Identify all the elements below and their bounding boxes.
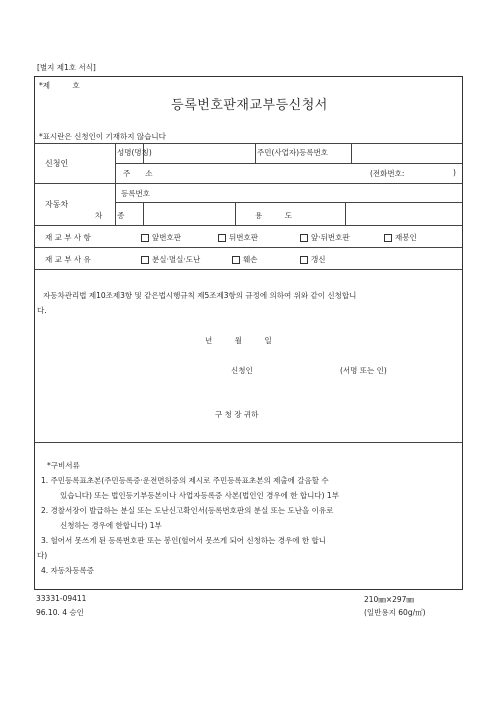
applicant-signature-label: 신청인 bbox=[231, 366, 253, 375]
checkbox-icon bbox=[141, 234, 149, 242]
form-code: 33331-09411 bbox=[36, 594, 87, 603]
vehicle-type-field[interactable] bbox=[147, 207, 231, 221]
vehicle-section-label: 자동차 bbox=[45, 200, 69, 209]
application-date: 년 월 일 bbox=[205, 336, 272, 345]
statement-text: 자동차관리법 제10조제3항 및 같은법시행규칙 제5조제3항의 규정에 의하여 위와 같이 신청합니 다. bbox=[37, 291, 357, 315]
name-field[interactable] bbox=[152, 147, 250, 161]
resident-number-label: 주민(사업자)등록번호 bbox=[257, 148, 329, 157]
signature-note: (서명 또는 인) bbox=[340, 366, 387, 375]
option-front-rear-plate[interactable]: 앞·뒤번호판 bbox=[300, 232, 350, 243]
name-label: 성명(명칭) bbox=[117, 148, 152, 157]
checkbox-icon bbox=[218, 234, 226, 242]
phone-label: (전화번호: bbox=[370, 169, 405, 178]
required-documents bbox=[37, 458, 457, 578]
vehicle-registration-field[interactable] bbox=[165, 187, 455, 201]
checkbox-icon bbox=[384, 234, 392, 242]
paper-type: (일반용지 60g/㎡) bbox=[364, 608, 426, 617]
applicant-section-label: 신청인 bbox=[45, 159, 69, 168]
option-reseal[interactable]: 재봉인 bbox=[384, 232, 417, 243]
registration-number-label: *제 호 bbox=[39, 81, 80, 90]
form-note: *표시란은 신청인이 기재하지 않습니다 bbox=[39, 132, 166, 141]
paper-size: 210㎜×297㎜ bbox=[364, 595, 414, 604]
checkbox-icon bbox=[141, 256, 149, 264]
document-item: 3. 헐어서 못쓰게 된 등록번호판 또는 봉인(헐어서 못쓰게 되어 신청하는 경우에 한 합니 다) bbox=[37, 536, 327, 560]
address-label: 주 소 bbox=[123, 169, 153, 178]
document-item: 4. 자동차등록증 bbox=[41, 566, 95, 575]
reason-lost-stolen[interactable]: 분실·멸실·도난 bbox=[141, 254, 200, 265]
option-front-plate[interactable]: 앞번호판 bbox=[141, 232, 181, 243]
vehicle-type-label: 차 종 bbox=[95, 211, 125, 220]
form-title: 등록번호판재교부등신청서 bbox=[171, 98, 328, 113]
checkbox-icon bbox=[300, 234, 308, 242]
option-rear-plate[interactable]: 뒤번호판 bbox=[218, 232, 258, 243]
reissue-reasons-label: 재 교 부 사 유 bbox=[45, 255, 91, 264]
checkbox-icon bbox=[300, 256, 308, 264]
checkbox-icon bbox=[232, 256, 240, 264]
vehicle-use-field[interactable] bbox=[349, 207, 457, 221]
reason-renewal[interactable]: 갱신 bbox=[300, 254, 326, 265]
recipient: 구 청 장 귀하 bbox=[215, 410, 259, 419]
resident-number-field[interactable] bbox=[353, 147, 458, 161]
document-item: 1. 주민등록표초본(주민등록증·운전면허증의 제시로 주민등록표초본의 제출에 갈음할 수 있습니다) 또는 법인등기부등본이나 사업자등록증 사본(법인인 경우에 한 합니다) 1부 bbox=[41, 476, 339, 500]
document-item: 2. 경찰서장이 발급하는 분실 또는 도난신고확인서(등록번호판의 분실 또는 도난을 이유로 신청하는 경우에 한합니다) 1부 bbox=[41, 506, 334, 530]
reason-damaged[interactable]: 훼손 bbox=[232, 254, 258, 265]
vehicle-use-label: 용 도 bbox=[255, 211, 292, 220]
documents-heading: *구비서류 bbox=[47, 461, 80, 470]
phone-close: ) bbox=[453, 168, 456, 177]
application-form bbox=[34, 76, 463, 590]
reissue-items-label: 재 교 부 사 항 bbox=[45, 233, 91, 242]
form-number-header: [별지 제1호 서식] bbox=[37, 63, 96, 72]
address-field[interactable] bbox=[165, 167, 355, 181]
vehicle-registration-label: 등록번호 bbox=[121, 189, 150, 198]
approval-date: 96.10. 4 승인 bbox=[36, 608, 84, 617]
